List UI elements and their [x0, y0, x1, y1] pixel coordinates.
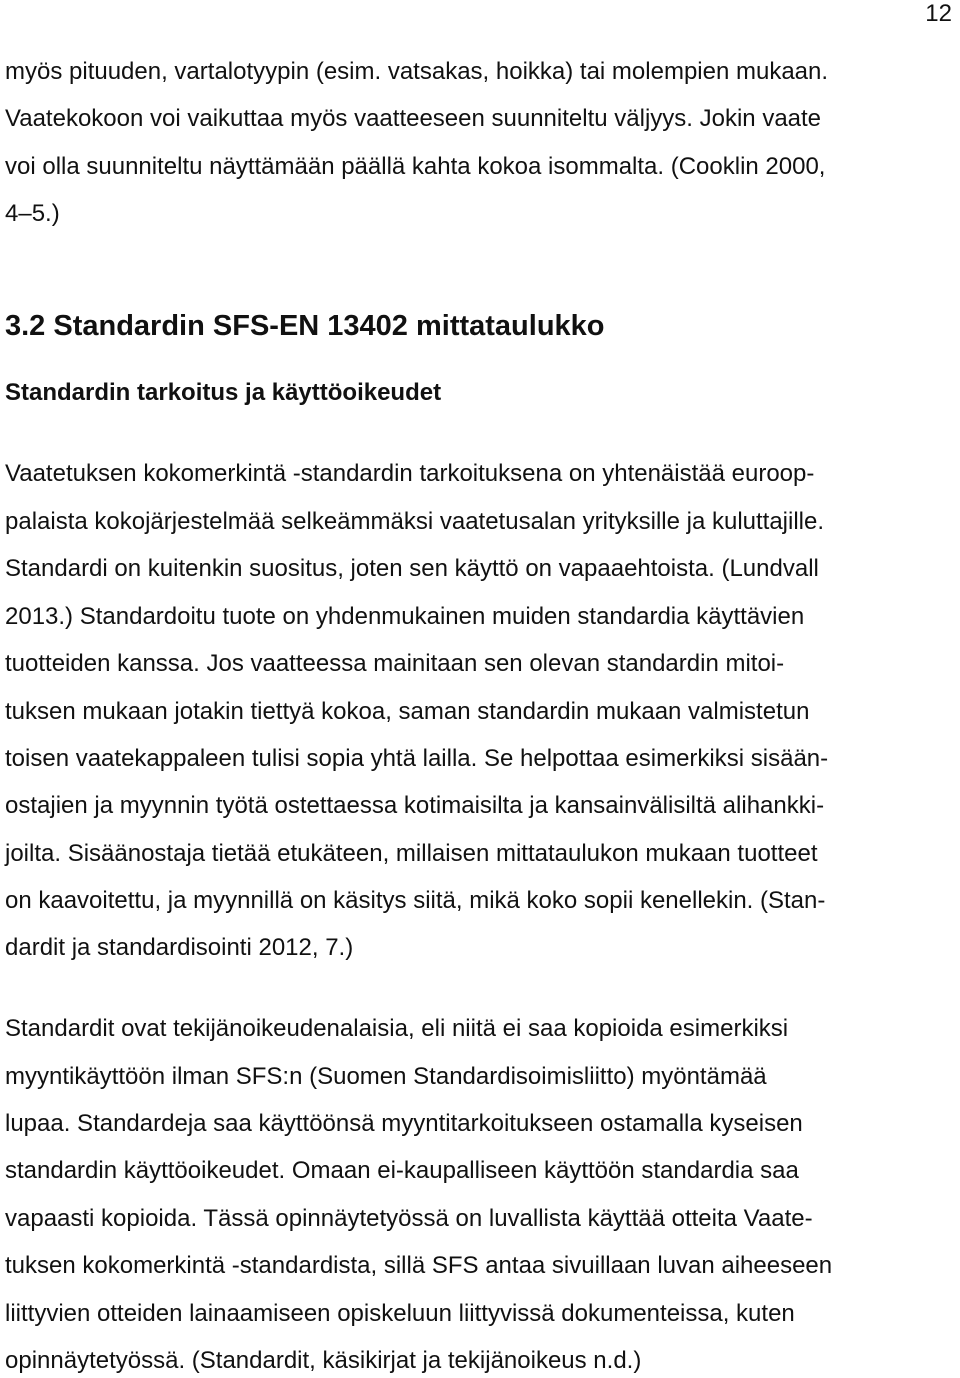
text-line: liittyvien otteiden lainaamiseen opiskeluun liittyvissä dokumenteissa, kuten — [5, 1300, 795, 1327]
text-line: palaista kokojärjestelmää selkeämmäksi vaatetusalan yrityksille ja kuluttajille. — [5, 508, 825, 535]
section-heading: 3.2 Standardin SFS-EN 13402 mittataulukko — [5, 310, 605, 342]
text-line: myös pituuden, vartalotyypin (esim. vatsakas, hoikka) tai molempien mukaan. — [5, 58, 829, 85]
text-line: joilta. Sisäänostaja tietää etukäteen, millaisen mittataulukon mukaan tuotteet — [5, 840, 818, 867]
text-line: tuotteiden kanssa. Jos vaatteessa mainitaan sen olevan standardin mitoi- — [5, 650, 785, 677]
text-line: Standardi on kuitenkin suositus, joten sen käyttö on vapaaehtoista. (Lundvall — [5, 555, 819, 582]
text-line: tuksen mukaan jotakin tiettyä kokoa, saman standardin mukaan valmistetun — [5, 698, 810, 725]
text-line: on kaavoitettu, ja myynnillä on käsitys siitä, mikä koko sopii kenellekin. (Stan- — [5, 887, 826, 914]
text-line: 4–5.) — [5, 200, 60, 227]
text-line: opinnäytetyössä. (Standardit, käsikirjat ja tekijänoikeus n.d.) — [5, 1347, 642, 1374]
text-line: myyntikäyttöön ilman SFS:n (Suomen Standardisoimisliitto) myöntämää — [5, 1063, 767, 1090]
text-line: toisen vaatekappaleen tulisi sopia yhtä lailla. Se helpottaa esimerkiksi sisään- — [5, 745, 829, 772]
text-line: lupaa. Standardeja saa käyttöönsä myyntitarkoitukseen ostamalla kyseisen — [5, 1110, 803, 1137]
text-line: dardit ja standardisointi 2012, 7.) — [5, 934, 354, 961]
page-number: 12 — [925, 0, 952, 27]
text-line: Vaatetuksen kokomerkintä -standardin tarkoituksena on yhtenäistää euroop- — [5, 460, 815, 487]
text-line: voi olla suunniteltu näyttämään päällä kahta kokoa isommalta. (Cooklin 2000, — [5, 153, 826, 180]
text-line: Standardit ovat tekijänoikeudenalaisia, eli niitä ei saa kopioida esimerkiksi — [5, 1015, 789, 1042]
section-subheading: Standardin tarkoitus ja käyttöoikeudet — [5, 379, 442, 406]
text-line: Vaatekokoon voi vaikuttaa myös vaatteeseen suunniteltu väljyys. Jokin vaate — [5, 105, 822, 132]
text-line: tuksen kokomerkintä -standardista, sillä SFS antaa sivuillaan luvan aiheeseen — [5, 1252, 833, 1279]
text-line: ostajien ja myynnin työtä ostettaessa kotimaisilta ja kansainvälisiltä alihankki- — [5, 792, 825, 819]
text-line: standardin käyttöoikeudet. Omaan ei-kaupalliseen käyttöön standardia saa — [5, 1157, 799, 1184]
text-line: 2013.) Standardoitu tuote on yhdenmukainen muiden standardia käyttävien — [5, 603, 805, 630]
text-line: vapaasti kopioida. Tässä opinnäytetyössä on luvallista käyttää otteita Vaate- — [5, 1205, 813, 1232]
